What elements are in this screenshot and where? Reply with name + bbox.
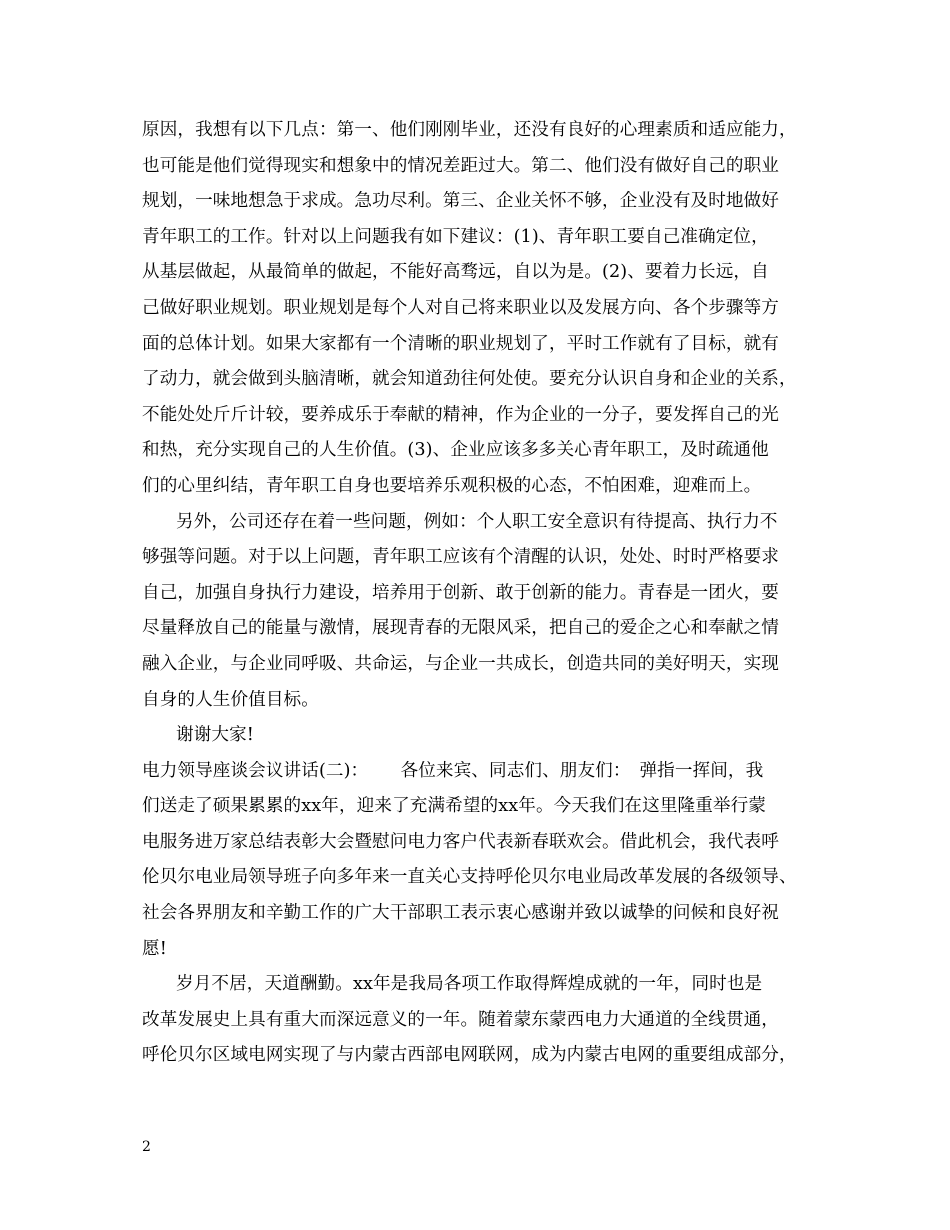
text-line: 们的心里纠结，青年职工自身也要培养乐观积极的心态，不怕困难，迎难而上。 bbox=[142, 475, 762, 496]
text-line: 伦贝尔电业局领导班子向多年来一直关心支持呼伦贝尔电业局改革发展的各级领导、 bbox=[142, 867, 797, 888]
text-line: 不能处处斤斤计较，要养成乐于奉献的精神，作为企业的一分子，要发挥自己的光 bbox=[142, 404, 779, 425]
text-line: 原因，我想有以下几点：第一、他们刚刚毕业，还没有良好的心理素质和适应能力， bbox=[142, 120, 797, 140]
text-line: 融入企业，与企业同呼吸、共命运，与企业一共成长，创造共同的美好明天，实现 bbox=[142, 653, 779, 674]
text-line: 愿! bbox=[142, 938, 167, 959]
text-line: 从基层做起，从最简单的做起，不能好高骛远，自以为是。(2)、要着力长远，自 bbox=[142, 262, 769, 283]
text-line: 自己，加强自身执行力建设，培养用于创新、敢于创新的能力。青春是一团火，要 bbox=[142, 582, 779, 603]
page-number: 2 bbox=[142, 1139, 151, 1155]
text-line: 们送走了硕果累累的xx年，迎来了充满希望的xx年。今天我们在这里隆重举行蒙 bbox=[142, 796, 766, 817]
text-line: 社会各界朋友和辛勤工作的广大干部职工表示衷心感谢并致以诚挚的问候和良好祝 bbox=[142, 903, 779, 924]
paragraph-first-line: 岁月不居，天道酬勤。xx年是我局各项工作取得辉煌成就的一年，同时也是 bbox=[176, 974, 763, 995]
text-line: 面的总体计划。如果大家都有一个清晰的职业规划了，平时工作就有了目标，就有 bbox=[142, 333, 779, 354]
text-line: 尽量释放自己的能量与激情，展现青春的无限风采，把自己的爱企之心和奉献之情 bbox=[142, 618, 779, 639]
text-line: 自身的人生价值目标。 bbox=[142, 689, 319, 710]
text-line: 青年职工的工作。针对以上问题我有如下建议：(1)、青年职工要自己准确定位， bbox=[142, 226, 769, 247]
text-line: 够强等问题。对于以上问题，青年职工应该有个清醒的认识，处处、时时严格要求 bbox=[142, 547, 779, 568]
text-line: 电服务进万家总结表彰大会暨慰问电力客户代表新春联欢会。借此机会，我代表呼 bbox=[142, 831, 779, 852]
body-text bbox=[142, 113, 814, 1074]
text-line: 规划，一味地想急于求成。急功尽利。第三、企业关怀不够，企业没有及时地做好 bbox=[142, 191, 779, 212]
text-line: 呼伦贝尔区域电网实现了与内蒙古西部电网联网，成为内蒙古电网的重要组成部分， bbox=[142, 1045, 797, 1066]
text-line: 也可能是他们觉得现实和想象中的情况差距过大。第二、他们没有做好自己的职业 bbox=[142, 155, 779, 176]
text-line: 己做好职业规划。职业规划是每个人对自己将来职业以及发展方向、各个步骤等方 bbox=[142, 297, 779, 318]
paragraph-first-line: 谢谢大家! bbox=[176, 725, 254, 746]
text-line: 改革发展史上具有重大而深远意义的一年。随着蒙东蒙西电力大通道的全线贯通， bbox=[142, 1009, 779, 1030]
text-line: 和热，充分实现自己的人生价值。(3)、企业应该多多关心青年职工，及时疏通他 bbox=[142, 440, 769, 461]
paragraph-first-line: 另外，公司还存在着一些问题，例如：个人职工安全意识有待提高、执行力不 bbox=[176, 511, 778, 532]
section-heading-line: 电力领导座谈会议讲话(二)： 各位来宾、同志们、朋友们： 弹指一挥间，我 bbox=[142, 760, 764, 781]
text-line: 了动力，就会做到头脑清晰，就会知道劲往何处使。要充分认识自身和企业的关系， bbox=[142, 369, 797, 390]
